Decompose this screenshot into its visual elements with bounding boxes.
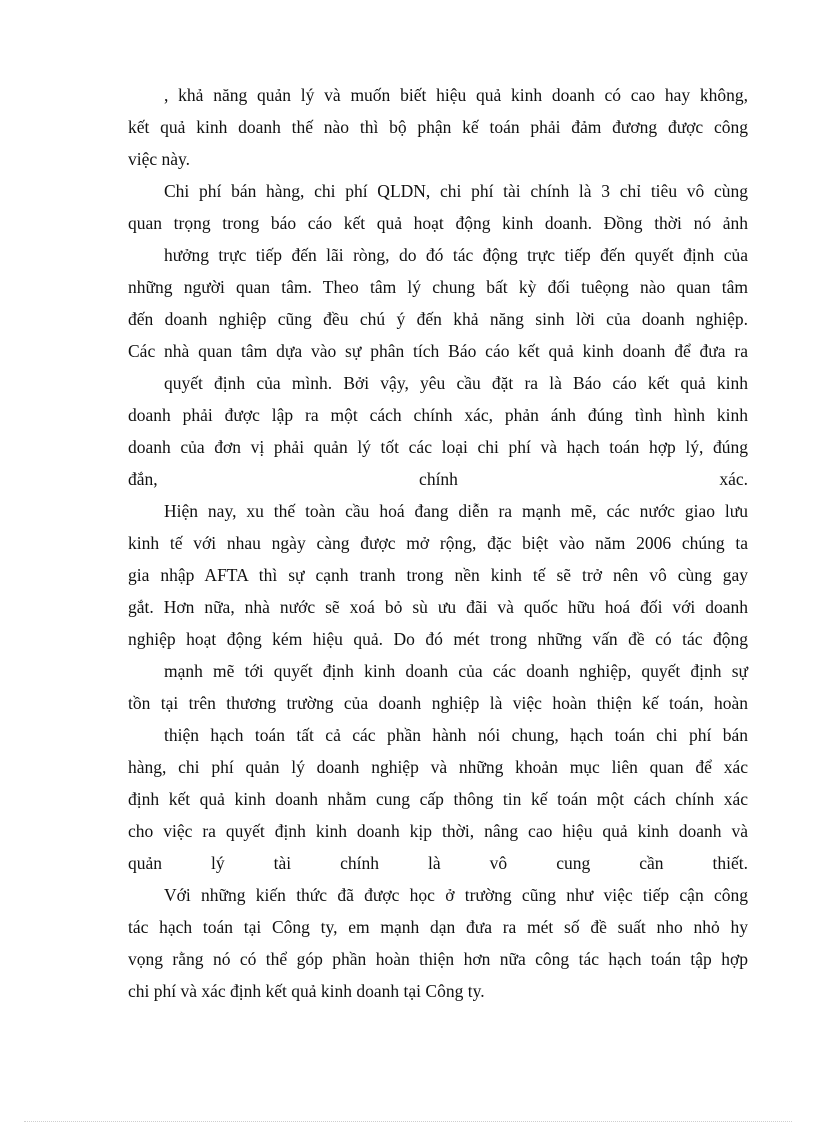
text-line: chi phí và xác định kết quả kinh doanh tại Công ty. xyxy=(128,981,485,1001)
text-line: kinh tế với nhau ngày càng được mở rộng, đặc biệt vào năm 2006 chúng ta xyxy=(128,533,748,553)
text-line: mạnh mẽ tới quyết định kinh doanh của các doanh nghiệp, quyết định sự xyxy=(164,661,748,681)
text-line: hàng, chi phí quản lý doanh nghiệp và những khoản mục liên quan để xác xyxy=(128,757,748,777)
text-line: doanh phải được lập ra một cách chính xác, phản ánh đúng tình hình kinh xyxy=(128,405,748,425)
text-line: kết quả kinh doanh thế nào thì bộ phận kế toán phải đảm đương được công xyxy=(128,117,748,137)
text-line: hưởng trực tiếp đến lãi ròng, do đó tác động trực tiếp đến quyết định của xyxy=(164,245,748,265)
text-line: vọng rằng nó có thể góp phần hoàn thiện hơn nữa công tác hạch toán tập hợp xyxy=(128,949,748,969)
text-line: đắn, chính xác. xyxy=(128,469,748,489)
text-line: thiện hạch toán tất cả các phần hành nói chung, hạch toán chi phí bán xyxy=(164,725,748,745)
text-line: cho việc ra quyết định kinh doanh kịp thời, nâng cao hiệu quả kinh doanh và xyxy=(128,821,748,841)
text-line: Với những kiến thức đã được học ở trường cũng như việc tiếp cận công xyxy=(164,885,748,905)
text-line: Các nhà quan tâm dựa vào sự phân tích Báo cáo kết quả kinh doanh để đưa ra xyxy=(128,341,748,361)
text-line: việc này. xyxy=(128,149,191,169)
text-line: gắt. Hơn nữa, nhà nước sẽ xoá bỏ sù ưu đãi và quốc hữu hoá đối với doanh xyxy=(128,597,748,617)
text-line: doanh của đơn vị phải quản lý tốt các loại chi phí và hạch toán hợp lý, đúng xyxy=(128,437,748,457)
text-line: , khả năng quản lý và muốn biết hiệu quả kinh doanh có cao hay không, xyxy=(164,85,748,105)
text-line: tồn tại trên thương trường của doanh nghiệp là việc hoàn thiện kế toán, hoàn xyxy=(128,693,748,713)
text-line: những người quan tâm. Theo tâm lý chung bất kỳ đối tuêọng nào quan tâm xyxy=(128,277,748,297)
text-line: đến doanh nghiệp cũng đều chú ý đến khả năng sinh lời của doanh nghiệp. xyxy=(128,309,748,329)
page-bottom-divider xyxy=(24,1121,792,1122)
text-line: gia nhập AFTA thì sự cạnh tranh trong nền kinh tế sẽ trở nên vô cùng gay xyxy=(128,565,748,585)
text-line: quản lý tài chính là vô cung cần thiết. xyxy=(128,853,748,873)
text-line: định kết quả kinh doanh nhằm cung cấp thông tin kế toán một cách chính xác xyxy=(128,789,748,809)
text-line: quyết định của mình. Bởi vậy, yêu cầu đặt ra là Báo cáo kết quả kinh xyxy=(164,373,748,393)
text-line: quan trọng trong báo cáo kết quả hoạt động kinh doanh. Đồng thời nó ảnh xyxy=(128,213,748,233)
text-line: Chi phí bán hàng, chi phí QLDN, chi phí tài chính là 3 chỉ tiêu vô cùng xyxy=(164,181,748,201)
text-line: nghiệp hoạt động kém hiệu quả. Do đó mét trong những vấn đề có tác động xyxy=(128,629,748,649)
text-line: tác hạch toán tại Công ty, em mạnh dạn đưa ra mét số đề suất nho nhỏ hy xyxy=(128,917,748,937)
text-line: Hiện nay, xu thế toàn cầu hoá đang diễn ra mạnh mẽ, các nước giao lưu xyxy=(164,501,748,521)
